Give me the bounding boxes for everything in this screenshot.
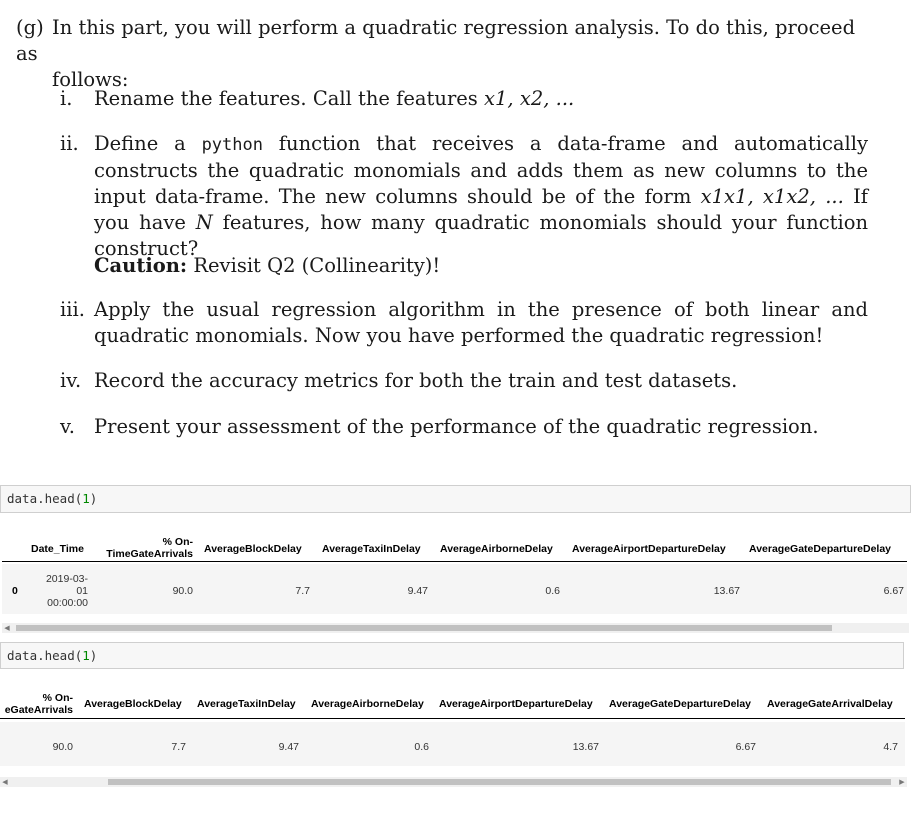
table-cell: 6.67	[735, 741, 756, 753]
item-text: Record the accuracy metrics for both the train and test datasets.	[94, 369, 738, 392]
table-cell: 6.67	[883, 585, 904, 597]
horizontal-scrollbar-1[interactable]	[2, 623, 909, 633]
table-cell: 0.6	[545, 585, 560, 597]
dataframe-output-2	[0, 684, 911, 772]
code-text: data.head(	[7, 648, 83, 663]
part-intro	[16, 15, 876, 93]
item-i	[60, 86, 868, 112]
arrow-left-icon[interactable]: ◀	[4, 624, 10, 632]
item-text: features, how many quadratic monomials should your function construct?	[94, 211, 868, 260]
header-divider	[0, 718, 905, 719]
item-text: Present your assessment of the performance of the quadratic regression.	[94, 415, 819, 438]
item-number: iii.	[60, 298, 85, 321]
column-header: % On- eGateArrivals	[4, 692, 73, 716]
column-header: AverageGateDepartureDelay	[609, 698, 752, 710]
item-math: x1, x2, ...	[484, 87, 575, 110]
column-header: AverageAirborneDelay	[311, 698, 424, 710]
item-number: i.	[60, 87, 73, 110]
row-background	[2, 564, 907, 614]
column-header: Date_Time	[31, 543, 84, 555]
item-text: If you have	[94, 185, 868, 234]
caution-note	[94, 253, 440, 279]
table-cell: 90.0	[52, 741, 73, 753]
intro-line-1: In this part, you will perform a quadratic regression analysis. To do this, proceed as	[16, 16, 856, 65]
item-math: x1x1, x1x2, ...	[700, 185, 844, 208]
item-number: v.	[60, 415, 75, 438]
header-divider	[2, 561, 907, 562]
table-cell: 13.67	[713, 585, 740, 597]
item-text: function that receives a data-frame and automatically constructs the quadratic monomials and adds them as new columns to the input data-frame. The new columns should be of the form	[94, 132, 868, 208]
column-header: AverageBlockDelay	[84, 698, 182, 710]
column-header: AverageAirportDepartureDelay	[572, 543, 726, 555]
code-cell-1[interactable]	[0, 485, 911, 513]
column-header: AverageAirborneDelay	[440, 543, 553, 555]
item-iv	[60, 368, 868, 394]
item-v	[60, 414, 868, 440]
item-number: iv.	[60, 369, 82, 392]
table-cell: 0.6	[414, 741, 429, 753]
column-header: % On- TimeGateArrivals	[106, 536, 193, 560]
column-header: AverageGateArrivalDelay	[767, 698, 893, 710]
code-arg: 1	[82, 648, 90, 663]
date-cell: 2019-03- 01 00:00:00	[45, 573, 88, 609]
table-cell: 9.47	[278, 741, 299, 753]
code-text: data.head(	[7, 491, 83, 506]
table-cell: 9.47	[407, 585, 428, 597]
part-label: (g)	[16, 16, 44, 39]
column-header: AverageBlockDelay	[204, 543, 302, 555]
row-background	[0, 722, 905, 766]
scrollbar-thumb[interactable]	[16, 625, 832, 631]
arrow-right-icon[interactable]: ▶	[899, 778, 905, 786]
arrow-left-icon[interactable]: ◀	[2, 778, 8, 786]
caution-label: Caution:	[94, 254, 188, 277]
column-header: AverageGateDepartureDelay	[749, 543, 892, 555]
item-number: ii.	[60, 132, 79, 155]
table-cell: 4.7	[883, 741, 898, 753]
python-code-word: python	[201, 135, 263, 155]
table-cell: 7.7	[171, 741, 186, 753]
scrollbar-thumb[interactable]	[108, 779, 891, 785]
table-cell: 90.0	[172, 585, 193, 597]
table-cell: 13.67	[572, 741, 599, 753]
intro-line-2: follows:	[52, 68, 129, 91]
item-math-n: N	[195, 211, 213, 234]
code-arg: 1	[82, 491, 90, 506]
horizontal-scrollbar-2[interactable]	[0, 777, 907, 787]
column-header: AverageAirportDepartureDelay	[439, 698, 593, 710]
item-text: Define a	[94, 132, 202, 155]
dataframe-output-1	[0, 528, 911, 623]
item-iii	[60, 297, 868, 349]
column-header: AverageTaxiInDelay	[197, 698, 296, 710]
item-ii	[60, 131, 868, 262]
column-header: AverageTaxiInDelay	[322, 543, 421, 555]
code-cell-2[interactable]	[0, 642, 904, 669]
item-text: Rename the features. Call the features	[94, 87, 485, 110]
item-text: Apply the usual regression algorithm in the presence of both linear and quadratic monomials. Now you have performed the quadratic regression!	[94, 298, 868, 347]
row-index: 0	[12, 585, 18, 597]
code-text: )	[89, 648, 98, 663]
code-text: )	[89, 491, 98, 506]
table-cell: 7.7	[295, 585, 310, 597]
caution-text: Revisit Q2 (Collinearity)!	[187, 254, 441, 277]
